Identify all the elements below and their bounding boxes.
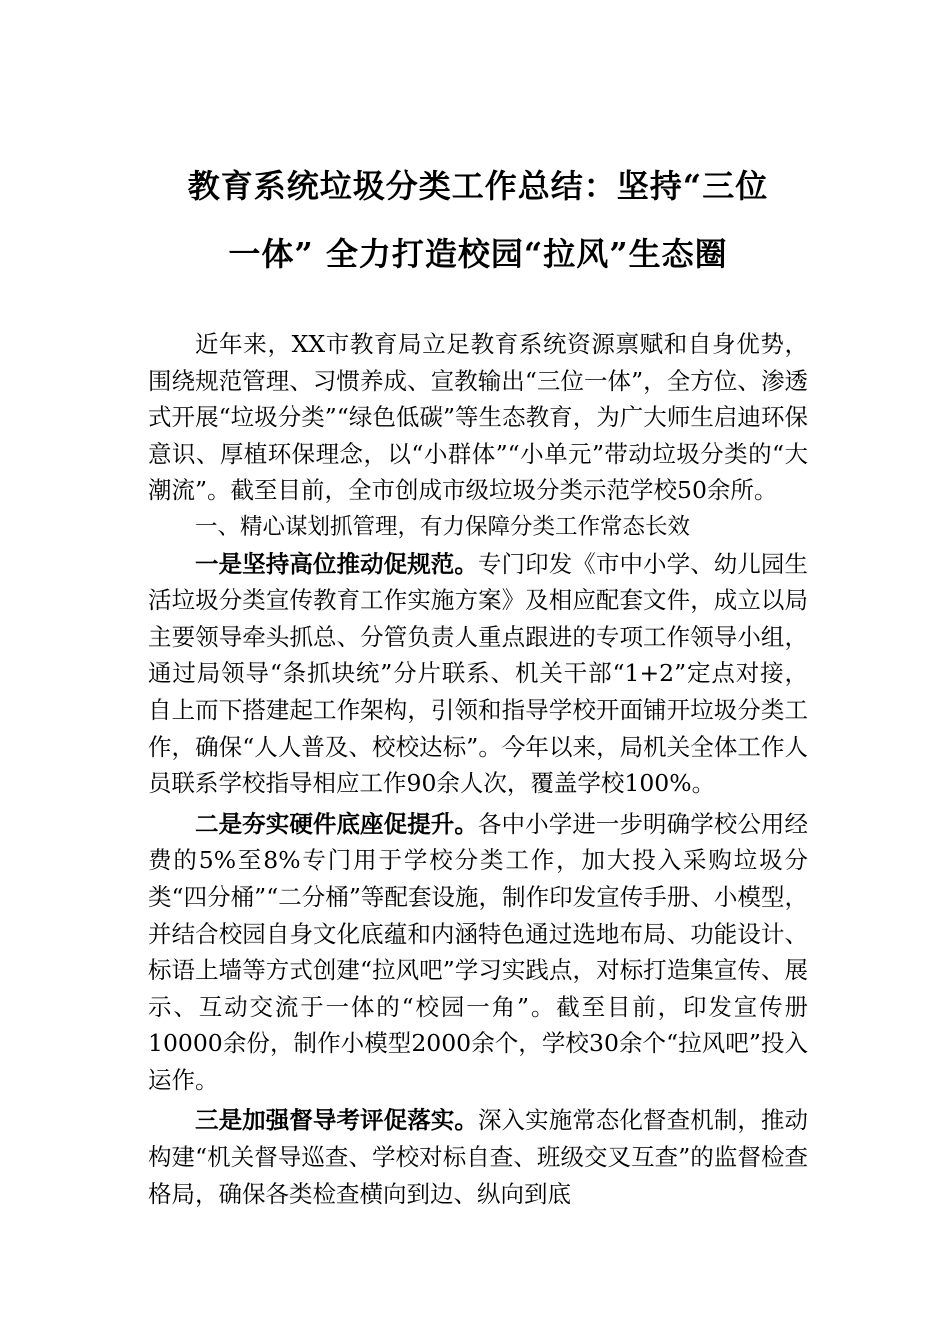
intro-paragraph: 近年来，XX市教育局立足教育系统资源禀赋和自身优势，围绕规范管理、习惯养成、宣教输出“三位一体”，全方位、渗透式开展“垃圾分类”“绿色低碳”等生态教育，为广大师生启迪环保意识、厚植环保理念，以“小群体”“小单元”带动垃圾分类的“大潮流”。截至目前，全市创成市级垃圾分类示范学校50余所。 [148, 330, 808, 505]
document-title-line-2: 一体” 全力打造校园“拉风”生态圈 [228, 235, 728, 273]
paragraph-1-text: 专门印发《市中小学、幼儿园生活垃圾分类宣传教育工作实施方案》及相应配套文件，成立以局主要领导牵头抓总、分管负责人重点跟进的专项工作领导小组，通过局领导“条抓块统”分片联系、机关干部“1+2”定点对接，自上而下搭建起工作架构，引领和指导学校开面铺开垃圾分类工作，确保“人人普及、校校达标”。今年以来，局机关全体工作人员联系学校指导相应工作90余人次，覆盖学校100%。 [148, 549, 809, 798]
paragraph-2-text: 各中小学进一步明确学校公用经费的5%至8%专门用于学校分类工作，加大投入采购垃圾分类“四分桶”“二分桶”等配套设施，制作印发宣传手册、小模型，并结合校园自身文化底蕴和内涵特色通过选地布局、功能设计、标语上墙等方式创建“拉风吧”学习实践点，对标打造集宣传、展示、互动交流于一体的“校园一角”。截至目前，印发宣传册10000余份，制作小模型2000余个，学校30余个“拉风吧”投入运作。 [148, 809, 809, 1094]
paragraph-1-lead: 一是坚持高位推动促规范。 [195, 549, 478, 578]
document-body [148, 326, 808, 1212]
paragraph-3-lead: 三是加强督导考评促落实。 [195, 1106, 478, 1135]
paragraph-1 [148, 546, 808, 802]
paragraph-2 [148, 806, 808, 1099]
paragraph-3-text: 深入实施常态化督查机制，推动构建“机关督导巡查、学校对标自查、班级交叉互查”的监督检查格局，确保各类检查横向到边、纵向到底 [148, 1106, 809, 1208]
document-title-line-1: 教育系统垃圾分类工作总结：坚持“三位 [187, 167, 769, 205]
paragraph-3 [148, 1102, 808, 1212]
paragraph-2-lead: 二是夯实硬件底座促提升。 [195, 809, 478, 838]
section-1-heading: 一、精心谋划抓管理，有力保障分类工作常态长效 [195, 513, 691, 540]
